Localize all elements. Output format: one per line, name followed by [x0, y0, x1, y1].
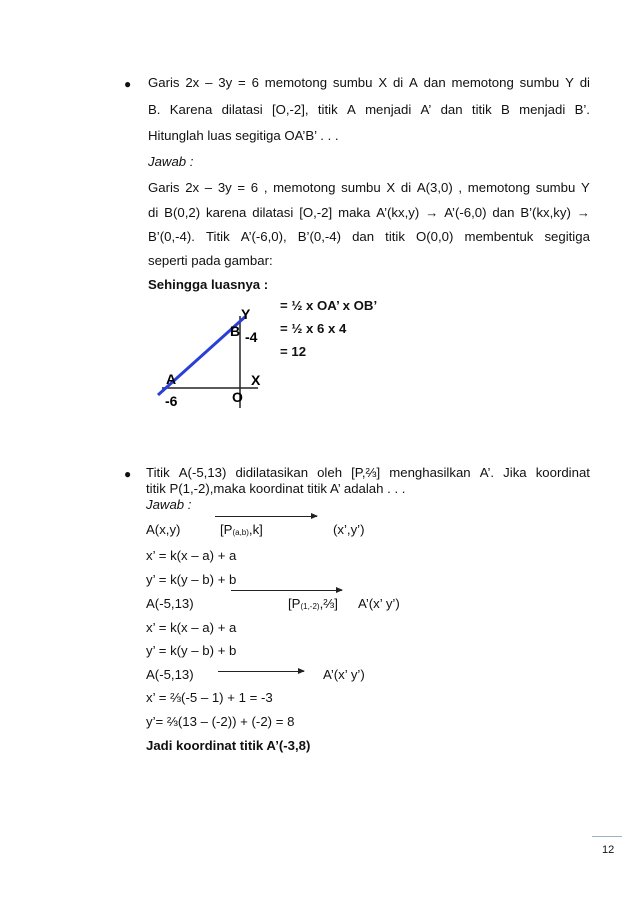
p2-jawab: Jawab :	[146, 497, 192, 512]
area-step-3: = 12	[280, 344, 307, 359]
p2-line1	[146, 465, 590, 480]
word: menjadi	[519, 102, 566, 117]
r3: y’ = k(y – b) + b	[146, 572, 237, 587]
p1-sol-line3	[148, 229, 590, 244]
triangle-figure	[140, 300, 280, 420]
word: memotong	[264, 75, 328, 90]
word: membentuk	[464, 229, 534, 244]
word: titik	[385, 229, 405, 244]
word: menjadi	[365, 102, 412, 117]
word: B	[500, 102, 510, 117]
word: di	[392, 75, 404, 90]
word: Garis	[148, 180, 180, 195]
word: B(0,2)	[164, 205, 201, 220]
label-minus4: -4	[245, 329, 258, 345]
p1-line2	[148, 102, 590, 117]
r8: x’ = ⅔(-5 – 1) + 1 = -3	[146, 690, 273, 705]
word: X	[386, 180, 396, 195]
word: ,	[458, 180, 463, 195]
page-number: 12	[602, 844, 615, 856]
word: sumbu	[332, 75, 373, 90]
word: 6	[250, 180, 259, 195]
arrow-3	[218, 671, 304, 672]
word: A’(-6,0),	[240, 229, 287, 244]
word: di	[400, 180, 412, 195]
word: memotong	[273, 180, 336, 195]
word: [P,⅔]	[351, 465, 381, 480]
page-number-rule	[592, 836, 622, 837]
word: sumbu	[519, 75, 560, 90]
word: memotong	[467, 180, 531, 195]
word: B’(0,-4)	[297, 229, 341, 244]
word: titik	[317, 102, 338, 117]
word: dilatasi	[252, 205, 294, 220]
arrow-1	[215, 516, 317, 517]
word: maka	[338, 205, 371, 220]
area-step-1: = ½ x OA’ x OB’	[280, 298, 378, 313]
word: A	[409, 75, 418, 90]
word: A’	[420, 102, 432, 117]
word: dan	[423, 75, 446, 90]
word: di	[148, 205, 159, 220]
r4-right: A’(x’ y’)	[358, 596, 400, 611]
word: oleh	[317, 465, 343, 480]
p1-sol-line2	[148, 205, 590, 220]
word: dan	[492, 205, 515, 220]
word: [O,-2],	[271, 102, 309, 117]
r5: x’ = k(x – a) + a	[146, 620, 237, 635]
label-a: A	[166, 371, 177, 387]
area-step-2: = ½ x 6 x 4	[280, 321, 347, 336]
r7-left: A(-5,13)	[146, 667, 194, 682]
r1-mid: [P(a,b),k]	[220, 522, 263, 537]
word: B.	[148, 102, 161, 117]
arrow-2	[231, 590, 342, 591]
word: –	[204, 180, 213, 195]
p1-sol-line4: seperti pada gambar:	[148, 253, 273, 268]
word: koordinat	[535, 465, 590, 480]
word: di	[579, 75, 590, 90]
luas-heading: Sehingga luasnya :	[148, 277, 269, 292]
word: Titik	[146, 465, 170, 480]
label-y: Y	[241, 306, 251, 322]
r1-right: (x’,y’)	[333, 522, 365, 537]
p1-line3: Hitunglah luas segitiga OA’B’ . . .	[148, 128, 339, 143]
r2: x’ = k(x – a) + a	[146, 548, 237, 563]
word: =	[237, 180, 246, 195]
word: menghasilkan	[389, 465, 471, 480]
p1-jawab: Jawab :	[148, 154, 194, 169]
word: 2x	[185, 180, 200, 195]
p1-sol-line1	[148, 180, 590, 195]
p2-line2: titik P(1,-2),maka koordinat titik A’ adalah . . .	[146, 481, 406, 496]
word: A	[346, 102, 356, 117]
word: 2x	[185, 75, 200, 90]
word: Jika	[503, 465, 527, 480]
word: sumbu	[341, 180, 381, 195]
word: A(-5,13)	[178, 465, 227, 480]
conclusion: Jadi koordinat titik A’(-3,8)	[146, 738, 311, 753]
word: titik	[471, 102, 492, 117]
label-x: X	[251, 372, 261, 388]
word: A’.	[479, 465, 495, 480]
word: Y	[581, 180, 590, 195]
word: A’(kx,y)	[376, 205, 420, 220]
word: karena	[206, 205, 247, 220]
r4-left: A(-5,13)	[146, 596, 194, 611]
word: dan	[352, 229, 375, 244]
word: =	[238, 75, 246, 90]
word: Karena	[169, 102, 213, 117]
bullet-1: ●	[124, 77, 132, 91]
word: →	[576, 205, 590, 220]
word: Titik	[205, 229, 230, 244]
word: –	[205, 75, 213, 90]
word: O(0,0)	[416, 229, 454, 244]
word: →	[425, 205, 439, 220]
word: segitiga	[544, 229, 590, 244]
r9: y’= ⅔(13 – (-2)) + (-2) = 8	[146, 714, 295, 729]
word: A’(-6,0)	[444, 205, 487, 220]
word: Y	[565, 75, 574, 90]
r7-right: A’(x’ y’)	[323, 667, 365, 682]
word: ,	[263, 180, 268, 195]
word: sumbu	[535, 180, 576, 195]
word: dilatasi	[221, 102, 263, 117]
word: X	[378, 75, 388, 90]
word: B’(0,-4).	[148, 229, 195, 244]
word: 6	[251, 75, 259, 90]
label-o: O	[232, 389, 243, 405]
word: [O,-2]	[299, 205, 333, 220]
word: B’.	[574, 102, 590, 117]
r6: y’ = k(y – b) + b	[146, 643, 237, 658]
word: dan	[440, 102, 463, 117]
word: 3y	[218, 75, 233, 90]
word: didilatasikan	[235, 465, 309, 480]
r1-left: A(x,y)	[146, 522, 181, 537]
label-minus6: -6	[165, 393, 178, 409]
word: 3y	[217, 180, 232, 195]
bullet-2: ●	[124, 467, 132, 481]
label-b: B	[230, 323, 241, 339]
word: memotong	[451, 75, 514, 90]
p1-line1	[148, 75, 590, 90]
word: B’(kx,ky)	[520, 205, 571, 220]
word: Garis	[148, 75, 180, 90]
r4-mid: [P(1,-2),⅔]	[288, 596, 338, 611]
word: A(3,0)	[416, 180, 453, 195]
